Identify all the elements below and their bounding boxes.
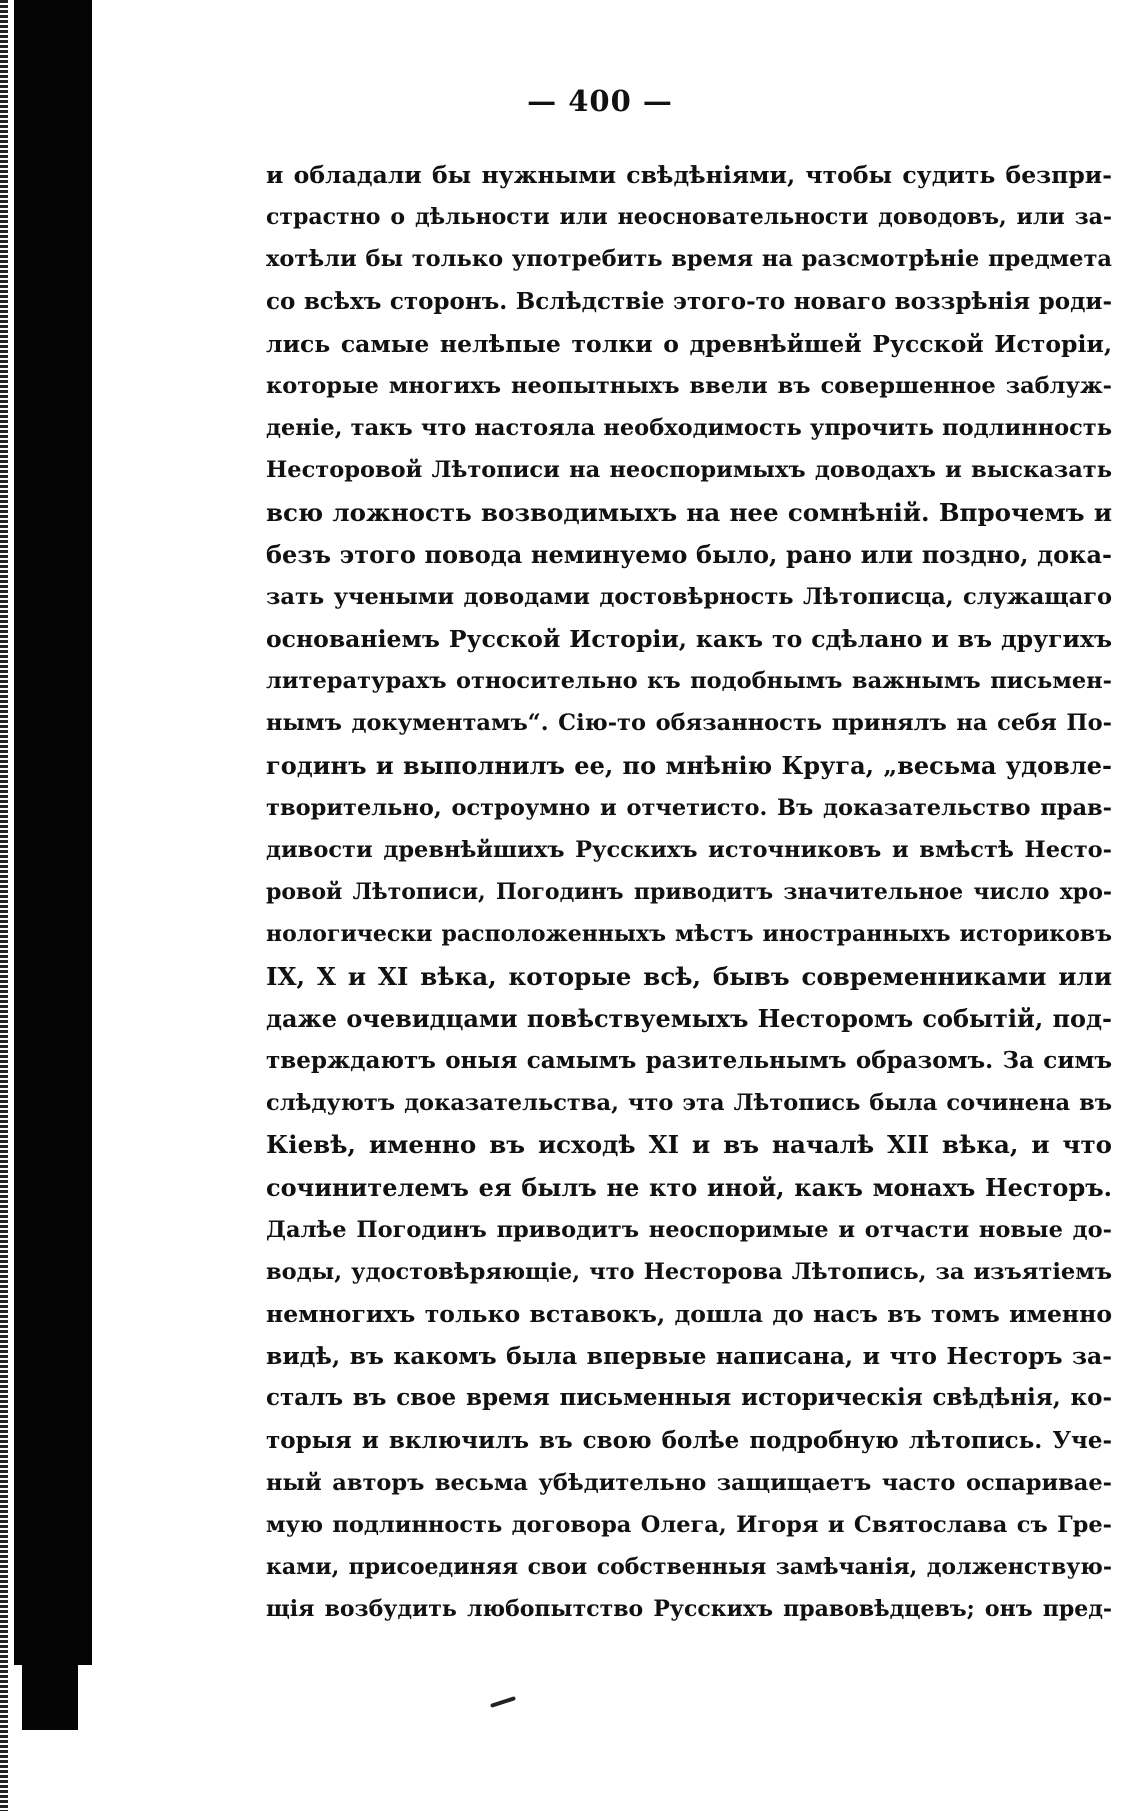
text-line: сталъ въ свое время письменныя историческія свѣдѣнія, ко- <box>266 1384 1112 1412</box>
page-binding-shadow <box>0 0 92 1811</box>
binding-edge-bar <box>14 0 92 1665</box>
text-line: немногихъ только вставокъ, дошла до насъ въ томъ именно <box>266 1300 1112 1329</box>
text-line: тверждаютъ оныя самымъ разительнымъ образомъ. За симъ <box>266 1046 1112 1074</box>
text-line: со всѣхъ сторонъ. Вслѣдствіе этого-то новаго воззрѣнія роди- <box>266 287 1112 315</box>
text-line: Далѣе Погодинъ приводитъ неоспоримые и отчасти новые до- <box>266 1216 1112 1243</box>
text-line: щія возбудить любопытство Русскихъ правовѣдцевъ; онъ пред- <box>266 1596 1112 1623</box>
text-line: лись самые нелѣпые толки о древнѣйшей Русской Исторіи, <box>266 329 1112 358</box>
text-line: которые многихъ неопытныхъ ввели въ совершенное заблуж- <box>266 372 1112 399</box>
text-line: Кіевѣ, именно въ исходѣ XI и въ началѣ XII вѣка, и что <box>266 1130 1112 1160</box>
text-line: ровой Лѣтописи, Погодинъ приводитъ значительное число хро- <box>266 879 1112 906</box>
text-line: даже очевидцами повѣствуемыхъ Несторомъ событій, под- <box>266 1003 1112 1033</box>
text-line: нологически расположенныхъ мѣстъ иностранныхъ историковъ <box>266 921 1112 948</box>
text-line: ками, присоединяя свои собственныя замѣчанія, долженствую- <box>266 1554 1112 1581</box>
text-line: основаніемъ Русской Исторіи, какъ то сдѣлано и въ другихъ <box>266 625 1112 654</box>
binding-edge-bar-lower <box>22 1600 78 1730</box>
text-line: сочинителемъ ея былъ не кто иной, какъ монахъ Несторъ. <box>266 1172 1112 1202</box>
text-line: нымъ документамъ“. Сію-то обязанность принялъ на себя По- <box>266 710 1112 737</box>
stray-ink-mark <box>490 1696 516 1708</box>
text-line: видѣ, въ какомъ была впервые написана, и что Несторъ за- <box>266 1342 1112 1371</box>
text-line: творительно, остроумно и отчетисто. Въ доказательство прав- <box>266 794 1112 821</box>
text-line: зать учеными доводами достовѣрность Лѣтописца, служащаго <box>266 583 1112 610</box>
text-line: безъ этого повода неминуемо было, рано или поздно, дока- <box>266 539 1112 569</box>
text-line: торыя и включилъ въ свою болѣе подробную лѣтопись. Уче- <box>266 1426 1112 1454</box>
text-line: воды, удостовѣряющіе, что Несторова Лѣтопись, за изъятіемъ <box>266 1258 1112 1285</box>
binding-edge-thin <box>0 0 8 1811</box>
text-line: дивости древнѣйшихъ Русскихъ источниковъ и вмѣстѣ Несто- <box>266 837 1112 863</box>
text-line: мую подлинность договора Олега, Игоря и Святослава съ Гре- <box>266 1512 1112 1538</box>
text-line: ный авторъ весьма убѣдительно защищаетъ часто оспаривае- <box>266 1469 1112 1496</box>
text-line: IX, X и XI вѣка, которые всѣ, бывъ современниками или <box>266 961 1112 991</box>
text-line: и обладали бы нужными свѣдѣніями, чтобы судить безпри- <box>266 161 1112 189</box>
text-line: хотѣли бы только употребить время на разсмотрѣніе предмета <box>266 246 1112 273</box>
text-line: слѣдуютъ доказательства, что эта Лѣтопись была сочинена въ <box>266 1090 1112 1117</box>
page-number: — 400 — <box>527 84 673 118</box>
text-line: страстно о дѣльности или неосновательности доводовъ, или за- <box>266 204 1112 231</box>
text-line: годинъ и выполнилъ ее, по мнѣнію Круга, „весьма удовле- <box>266 750 1112 780</box>
text-line: Несторовой Лѣтописи на неоспоримыхъ доводахъ и высказать <box>266 457 1112 484</box>
body-text <box>266 154 1112 1631</box>
text-line: деніе, такъ что настояла необходимость упрочить подлинность <box>266 415 1112 442</box>
text-line: всю ложность возводимыхъ на нее сомнѣній. Впрочемъ и <box>266 497 1112 527</box>
text-line: литературахъ относительно къ подобнымъ важнымъ письмен- <box>266 668 1112 695</box>
